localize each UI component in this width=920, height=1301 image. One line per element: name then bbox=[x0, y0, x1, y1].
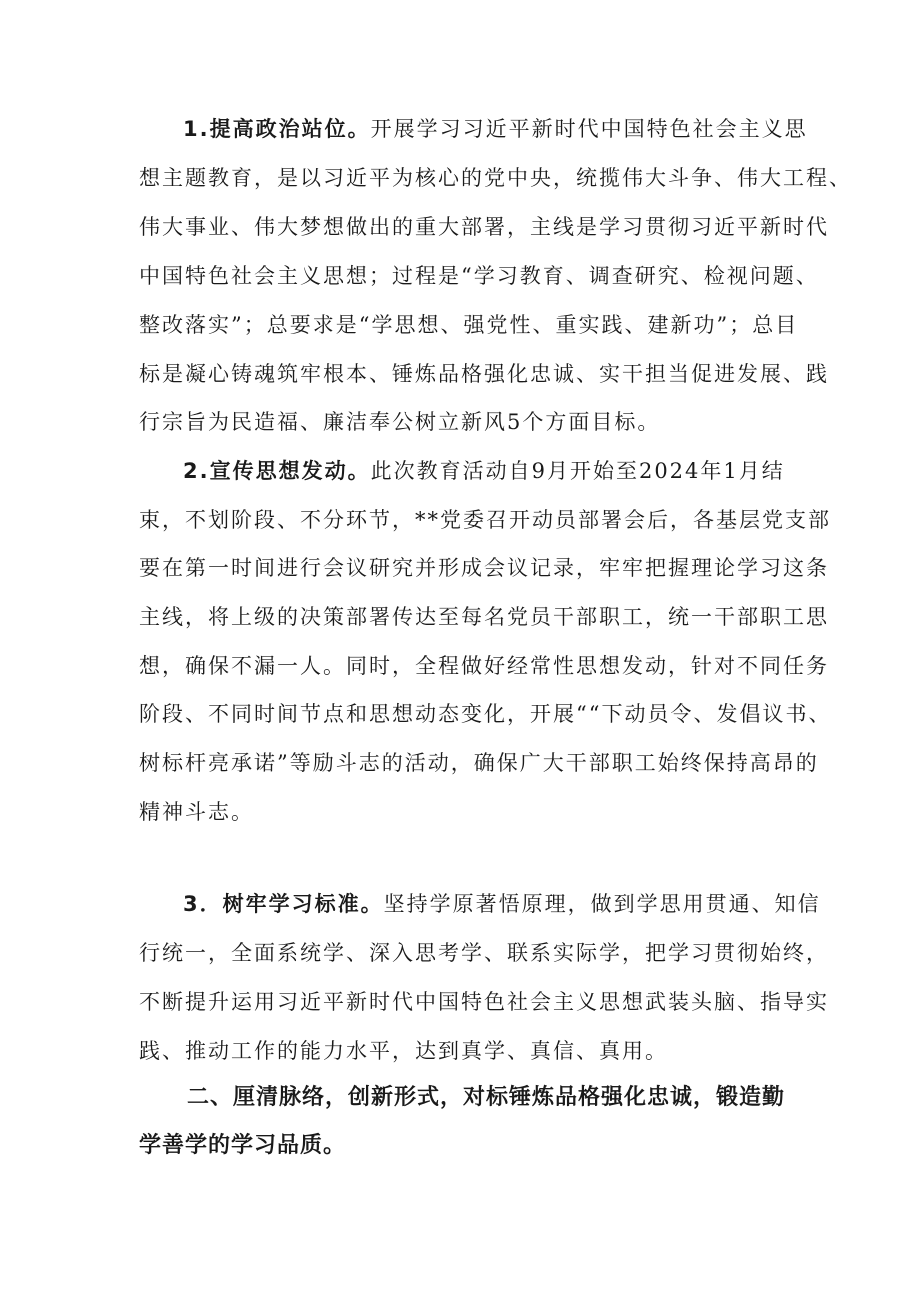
text-line: 不断提升运用习近平新时代中国特色社会主义思想武装头脑、指导实 bbox=[139, 990, 829, 1014]
text-line: 践、推动工作的能力水平，达到真学、真信、真用。 bbox=[139, 1039, 668, 1063]
text-line: 主线，将上级的决策部署传达至每名党员干部职工，统一干部职工思 bbox=[139, 605, 829, 629]
item-heading: 2.宣传思想发动。 bbox=[183, 459, 371, 483]
text-line: 整改落实”；总要求是“学思想、强党性、重实践、建新功”；总目 bbox=[139, 313, 799, 337]
text-line: 3．树牢学习标准。坚持学原著悟原理，做到学思用贯通、知信 bbox=[183, 892, 821, 916]
text-line: 伟大事业、伟大梦想做出的重大部署，主线是学习贯彻习近平新时代 bbox=[139, 215, 829, 239]
text-line: 要在第一时间进行会议研究并形成会议记录，牢牢把握理论学习这条 bbox=[139, 556, 829, 580]
text-line: 中国特色社会主义思想；过程是“学习教育、调查研究、检视问题、 bbox=[139, 264, 819, 288]
text-line: 标是凝心铸魂筑牢根本、锤炼品格强化忠诚、实干担当促进发展、践 bbox=[139, 362, 829, 386]
item-heading: 3．树牢学习标准。 bbox=[183, 892, 384, 916]
text-line: 2.宣传思想发动。此次教育活动自9月开始至2024年1月结 bbox=[183, 459, 785, 483]
text-line: 束，不划阶段、不分环节，**党委召开动员部署会后，各基层党支部 bbox=[139, 508, 831, 532]
text-line: 行统一，全面系统学、深入思考学、联系实际学，把学习贯彻始终， bbox=[139, 941, 829, 965]
section-heading-line: 学善学的学习品质。 bbox=[139, 1133, 347, 1158]
text-line: 阶段、不同时间节点和思想动态变化，开展““下动员令、发倡议书、 bbox=[139, 702, 832, 726]
item-heading: 1.提高政治站位。 bbox=[183, 117, 371, 141]
text-line: 行宗旨为民造福、廉洁奉公树立新风5个方面目标。 bbox=[139, 410, 661, 434]
section-heading-line: 二、厘清脉络，创新形式，对标锤炼品格强化忠诚，锻造勤 bbox=[187, 1085, 786, 1110]
text-line: 精神斗志。 bbox=[139, 800, 254, 824]
text-line: 树标杆亮承诺”等励斗志的活动，确保广大干部职工始终保持高昂的 bbox=[139, 751, 819, 775]
text-line: 想，确保不漏一人。同时，全程做好经常性思想发动，针对不同任务 bbox=[139, 654, 829, 678]
text-line: 想主题教育，是以习近平为核心的党中央，统揽伟大斗争、伟大工程、 bbox=[139, 166, 852, 190]
text-line: 1.提高政治站位。开展学习习近平新时代中国特色社会主义思 bbox=[183, 117, 808, 141]
